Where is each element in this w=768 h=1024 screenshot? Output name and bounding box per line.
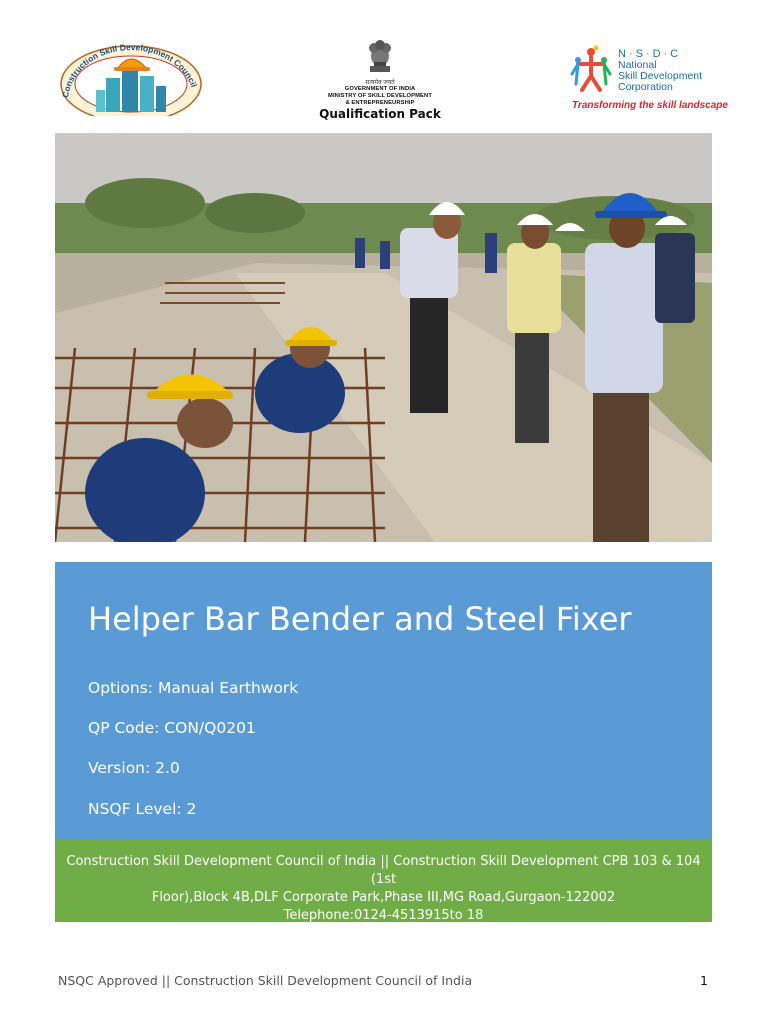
gov-line-1: GOVERNMENT OF INDIA [344,86,416,92]
government-block [300,36,460,107]
page-number: 1 [700,973,708,988]
nsdc-tagline: Transforming the skill landscape [572,100,728,111]
nsqf-level-text: NSQF Level: 2 [88,800,197,818]
document-title: Helper Bar Bender and Steel Fixer [88,600,632,638]
nsdc-name-line-1: National [618,59,657,71]
nsdc-name-line-3: Corporation [618,81,673,93]
version-text: Version: 2.0 [88,759,180,777]
address-box [55,840,712,922]
nsdc-figures-icon [566,44,616,96]
page-header [0,0,768,130]
page-footer: NSQC Approved || Construction Skill Development Council of India [58,973,473,988]
gov-line-2: MINISTRY OF SKILL DEVELOPMENT [328,93,432,99]
cover-photo [55,133,712,542]
options-text: Options: Manual Earthwork [88,679,299,697]
national-emblem-icon [360,36,400,78]
gov-motto: सत्यमेव जयते [365,79,395,86]
qp-code-text: QP Code: CON/Q0201 [88,719,256,737]
address-line-2: Floor),Block 4B,DLF Corporate Park,Phase III,MG Road,Gurgaon-122002 [151,890,616,905]
nsdc-name-line-2: Skill Development [618,70,703,82]
csdc-logo-arc-text: Construction Skill Development Council [60,42,200,99]
title-box [55,562,712,840]
csdc-logo [58,42,204,116]
address-line-1: Construction Skill Development Council of India || Construction Skill Development CPB 103 & 104 (1st [66,854,701,887]
address-line-3: Telephone:0124-4513915to 18 [283,908,484,923]
qualification-pack-label: Qualification Pack [319,107,441,121]
gov-line-3: & ENTREPRENEURSHIP [345,100,415,106]
nsdc-abbreviation: N·S·D·C [618,48,682,60]
nsdc-logo [566,44,728,116]
